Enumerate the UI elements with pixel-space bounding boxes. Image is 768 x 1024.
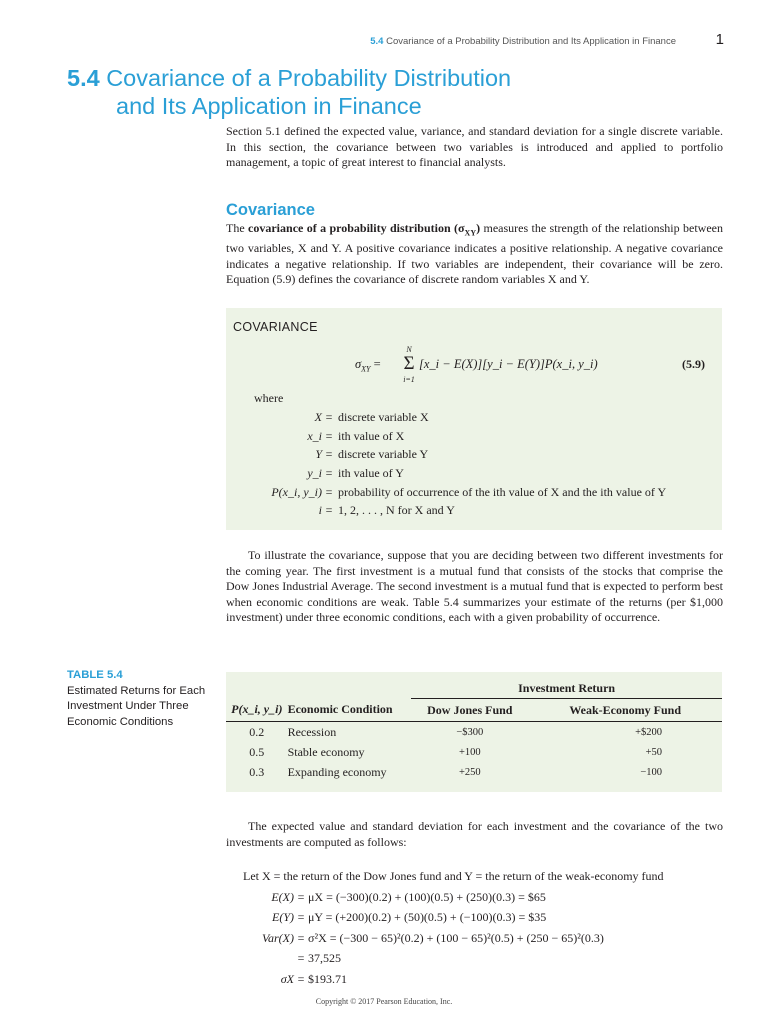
calc-lhs: σX bbox=[280, 971, 294, 986]
table-header-condition: Economic Condition bbox=[288, 699, 412, 722]
eq-rhs: [x_i − E(X)][y_i − E(Y)]P(x_i, y_i) bbox=[419, 357, 598, 371]
returns-table bbox=[226, 678, 722, 782]
definition-row bbox=[226, 501, 722, 520]
equals-sign: = bbox=[297, 930, 305, 945]
cov-bold-sub: XY bbox=[464, 228, 477, 238]
table-cell: Stable economy bbox=[287, 744, 365, 759]
definition-term: x_i bbox=[307, 428, 322, 443]
equals-sign: = bbox=[297, 910, 305, 924]
equals-sign: = bbox=[297, 971, 305, 986]
definition-description: ith value of X bbox=[338, 428, 405, 443]
calc-rhs: μX = (−300)(0.2) + (100)(0.5) + (250)(0.3) = $65 bbox=[308, 889, 546, 904]
definition-description: discrete variable Y bbox=[338, 447, 429, 462]
definition-row bbox=[226, 408, 722, 427]
table-cell: +50 bbox=[645, 746, 662, 758]
definition-term: i bbox=[318, 503, 322, 518]
definition-row bbox=[226, 445, 722, 464]
table-number: TABLE 5.4 bbox=[67, 669, 123, 681]
calc-let: Let X = the return of the Dow Jones fund and Y = the return of the weak-economy fund bbox=[243, 869, 664, 883]
eq-lhs-sub: XY bbox=[361, 364, 371, 374]
table-cell: Recession bbox=[287, 724, 337, 739]
table-cell: +250 bbox=[458, 766, 481, 778]
table-cell: +$200 bbox=[635, 726, 662, 738]
calc-row bbox=[226, 907, 723, 928]
illustrate-paragraph: To illustrate the covariance, suppose that you are deciding between two different investments for the coming year. The first investment is a mutual fund that consists of the stocks that comprise the Dow Jones Industrial Average. The second investment is a mutual fund that is expected to perform best when economic conditions are weak. Table 5.4 summarizes your estimate of the returns (per $1,000 investment) under three economic conditions, each with a given probability of occurrence. bbox=[226, 548, 723, 625]
covariance-definition-paragraph bbox=[226, 221, 723, 288]
running-head bbox=[370, 36, 676, 47]
table-header-probability: P(x_i, y_i) bbox=[226, 699, 288, 722]
eq-equals: = bbox=[373, 357, 381, 371]
section-title-line1: Covariance of a Probability Distribution bbox=[106, 65, 512, 91]
table-row bbox=[226, 762, 722, 782]
equation-number: (5.9) bbox=[682, 357, 705, 371]
equals-sign: = bbox=[325, 503, 333, 518]
copyright: Copyright © 2017 Pearson Education, Inc. bbox=[315, 997, 453, 1006]
calc-lhs bbox=[226, 948, 294, 969]
table-header-dow: Dow Jones Fund bbox=[411, 699, 528, 722]
table-cell: 0.2 bbox=[249, 724, 265, 739]
definition-term: y_i bbox=[307, 466, 322, 481]
table-cell: +100 bbox=[458, 746, 481, 758]
table-cell: 0.5 bbox=[249, 744, 265, 759]
page-number: 1 bbox=[715, 31, 724, 48]
calc-row bbox=[226, 928, 723, 949]
definition-row bbox=[226, 483, 722, 502]
table-row bbox=[226, 722, 722, 743]
cov-rest: measures the strength of the relationship between two variables, X and Y. A positive covariance indicates a positive relationship. A negative covariance indicates a negative relationship. If two variables are independent, their covariance will be zero. Equation (5.9) defines the covariance of discrete random variables X and Y. bbox=[226, 221, 723, 287]
table-cell: Expanding economy bbox=[287, 764, 387, 779]
calc-rhs: σ²X = (−300 − 65)²(0.2) + (100 − 65)²(0.5) + (250 − 65)²(0.3) bbox=[308, 930, 604, 945]
table-caption bbox=[67, 668, 207, 730]
calc-rhs: μY = (+200)(0.2) + (50)(0.5) + (−100)(0.3) = $35 bbox=[308, 910, 547, 924]
calculations bbox=[226, 866, 723, 989]
section-number: 5.4 bbox=[67, 65, 100, 91]
where-label: where bbox=[254, 391, 284, 405]
calc-rhs: 37,525 bbox=[308, 951, 341, 965]
definition-description: ith value of Y bbox=[338, 466, 404, 481]
definition-term: P(x_i, y_i) bbox=[271, 484, 322, 499]
equals-sign: = bbox=[325, 466, 333, 481]
compute-paragraph: The expected value and standard deviation for each investment and the covariance of the two investments are computed as follows: bbox=[226, 819, 723, 849]
definition-term: X bbox=[314, 410, 322, 424]
equals-sign: = bbox=[297, 951, 305, 965]
calc-rhs: $193.71 bbox=[308, 971, 347, 986]
definition-description: probability of occurrence of the ith value of X and the ith value of Y bbox=[338, 484, 667, 499]
summation-icon: Σ bbox=[403, 353, 415, 374]
table-cell: −100 bbox=[640, 766, 662, 778]
sum-upper-limit: N bbox=[406, 345, 412, 354]
running-head-section-number: 5.4 bbox=[370, 36, 384, 47]
table-cell: −$300 bbox=[456, 726, 484, 738]
investment-return-header: Investment Return bbox=[411, 678, 722, 699]
calc-let-row bbox=[226, 866, 723, 887]
table-cell: 0.3 bbox=[249, 764, 265, 779]
equals-sign: = bbox=[325, 428, 333, 443]
covariance-heading: Covariance bbox=[226, 201, 315, 219]
table-row bbox=[226, 742, 722, 762]
formula-box-title: COVARIANCE bbox=[233, 320, 318, 334]
cov-prefix: The bbox=[226, 221, 249, 235]
cov-bold-term: covariance of a probability distribution (σ bbox=[248, 221, 465, 235]
section-title bbox=[67, 64, 511, 120]
definition-row bbox=[226, 427, 722, 446]
equals-sign: = bbox=[325, 410, 333, 424]
calc-row bbox=[226, 948, 723, 969]
eq-lhs: σ bbox=[355, 357, 362, 371]
calc-lhs: E(X) bbox=[271, 889, 294, 904]
calc-row bbox=[226, 969, 723, 990]
table-caption-text: Estimated Returns for Each Investment Under Three Economic Conditions bbox=[67, 684, 206, 728]
definition-row bbox=[226, 464, 722, 483]
intro-paragraph: Section 5.1 defined the expected value, variance, and standard deviation for a single discrete variable. In this section, the covariance between two variables is introduced and applied to portfolio management, a topic of great interest to financial analysts. bbox=[226, 124, 723, 170]
definitions-list bbox=[226, 408, 722, 520]
sum-lower-limit: i=1 bbox=[403, 375, 415, 384]
equals-sign: = bbox=[325, 447, 333, 462]
equals-sign: = bbox=[297, 889, 305, 904]
equals-sign: = bbox=[325, 484, 333, 499]
cov-bold-close: ) bbox=[476, 221, 481, 235]
calc-lhs: Var(X) bbox=[262, 930, 294, 945]
table-header-weak: Weak-Economy Fund bbox=[528, 699, 722, 722]
definition-term: Y bbox=[315, 447, 322, 462]
calc-row bbox=[226, 887, 723, 908]
running-head-title: Covariance of a Probability Distribution and Its Application in Finance bbox=[386, 36, 676, 47]
section-title-line2: and Its Application in Finance bbox=[116, 93, 422, 119]
definition-description: 1, 2, . . . , N for X and Y bbox=[338, 503, 455, 518]
definition-description: discrete variable X bbox=[338, 410, 429, 424]
calc-lhs: E(Y) bbox=[272, 910, 294, 924]
